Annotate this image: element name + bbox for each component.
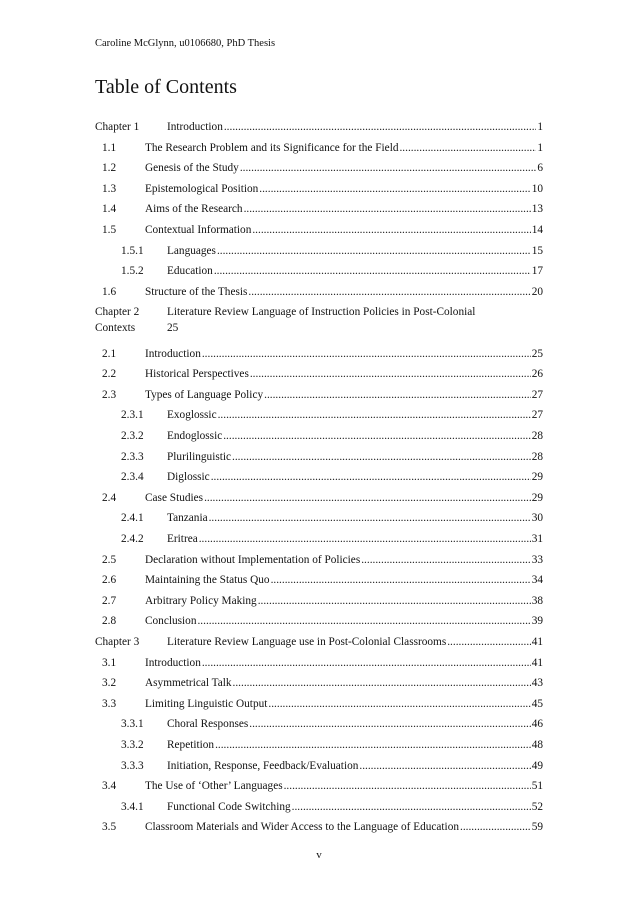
page-number: v bbox=[316, 849, 322, 861]
toc-leader-dots bbox=[214, 261, 531, 281]
toc-entry[interactable] bbox=[95, 611, 543, 631]
toc-leader-dots bbox=[460, 817, 531, 837]
toc-entry[interactable] bbox=[95, 735, 543, 755]
toc-entry-number: 2.3.2 bbox=[121, 430, 144, 442]
toc-entry[interactable] bbox=[95, 508, 543, 528]
toc-leader-dots bbox=[361, 550, 530, 570]
toc-entry[interactable] bbox=[95, 261, 543, 281]
toc-entry[interactable] bbox=[95, 632, 543, 652]
toc-leader-dots bbox=[271, 570, 531, 590]
toc-entry-number-continued: Contexts bbox=[95, 322, 136, 335]
toc-entry-title: Maintaining the Status Quo bbox=[145, 574, 270, 587]
toc-entry-title: Endoglossic bbox=[167, 430, 223, 442]
toc-entry-page: 38 bbox=[531, 594, 543, 607]
toc-entry-page: 13 bbox=[531, 203, 543, 216]
toc-leader-dots bbox=[223, 426, 530, 446]
toc-entry[interactable] bbox=[95, 714, 543, 734]
toc-entry-title: Conclusion bbox=[145, 615, 197, 628]
toc-leader-dots bbox=[292, 797, 531, 817]
toc-entry-title: Case Studies bbox=[145, 491, 204, 504]
toc-entry-page: 20 bbox=[531, 285, 543, 298]
toc-entry-number: 2.3.1 bbox=[121, 409, 144, 422]
toc-entry-page: 52 bbox=[531, 800, 543, 813]
toc-entry-page: 34 bbox=[531, 574, 543, 587]
toc-entry-page: 39 bbox=[531, 615, 543, 628]
toc-entry-number: 2.3.4 bbox=[121, 471, 144, 484]
toc-entry-title: Eritrea bbox=[167, 533, 198, 545]
toc-leader-dots bbox=[204, 488, 531, 508]
toc-entry-page: 27 bbox=[531, 388, 543, 401]
toc-leader-dots bbox=[259, 179, 530, 199]
toc-leader-dots bbox=[197, 611, 530, 631]
toc-entry[interactable] bbox=[95, 776, 543, 796]
toc-entry[interactable] bbox=[95, 817, 543, 837]
toc-entry-title: Education bbox=[167, 265, 213, 278]
toc-entry-number: 3.3.2 bbox=[121, 739, 144, 751]
toc-entry-page: 15 bbox=[531, 244, 543, 257]
toc-entry-page: 43 bbox=[531, 677, 543, 690]
toc-entry-number: 3.4 bbox=[102, 780, 117, 793]
toc-entry-page: 30 bbox=[531, 512, 543, 525]
toc-entry[interactable] bbox=[95, 591, 543, 611]
toc-entry-title: Literature Review Language of Instruction Policies in Post-Colonial bbox=[167, 306, 476, 319]
toc-leader-dots bbox=[199, 529, 531, 549]
toc-entry[interactable] bbox=[95, 694, 543, 714]
toc-entry-page: 27 bbox=[531, 409, 543, 422]
toc-entry-title: Functional Code Switching bbox=[167, 800, 291, 813]
toc-entry-page: 25 bbox=[531, 347, 543, 360]
toc-entry[interactable] bbox=[95, 385, 543, 405]
toc-entry-title: Declaration without Implementation of Policies bbox=[145, 553, 361, 566]
toc-entry-number: 2.1 bbox=[102, 347, 117, 360]
toc-entry-page: 26 bbox=[531, 368, 543, 381]
toc-entry-title: Repetition bbox=[167, 739, 215, 751]
toc-entry-title: Arbitrary Policy Making bbox=[145, 594, 257, 607]
toc-entry-number: 3.3.1 bbox=[121, 718, 144, 731]
toc-entry[interactable] bbox=[95, 158, 543, 178]
toc-entry-number: 2.8 bbox=[102, 615, 117, 628]
toc-entry[interactable] bbox=[95, 138, 543, 158]
toc-entry-page: 14 bbox=[531, 224, 543, 236]
toc-leader-dots bbox=[233, 673, 531, 693]
toc-entry-number: 1.5 bbox=[102, 224, 117, 236]
toc-entry-title: Exoglossic bbox=[167, 409, 217, 422]
toc-entry-number: 3.5 bbox=[102, 821, 117, 834]
toc-entry-page: 29 bbox=[531, 471, 543, 484]
toc-entry-number: 3.2 bbox=[102, 677, 117, 690]
toc-entry[interactable] bbox=[95, 426, 543, 446]
toc-leader-dots bbox=[240, 158, 537, 178]
toc-entry-page: 59 bbox=[531, 821, 543, 834]
toc-leader-dots bbox=[211, 467, 531, 487]
toc-entry-page: 48 bbox=[531, 739, 543, 751]
toc-leader-dots bbox=[252, 220, 530, 240]
toc-entry-number: Chapter 3 bbox=[95, 636, 140, 648]
toc-entry-number: 1.4 bbox=[102, 203, 117, 216]
toc-entry[interactable] bbox=[95, 756, 543, 776]
toc-entry-page: 31 bbox=[531, 533, 543, 545]
toc-entry-number: 1.5.2 bbox=[121, 265, 144, 278]
toc-entry-page: 29 bbox=[531, 491, 543, 504]
toc-entry-number: 3.3.3 bbox=[121, 759, 144, 772]
page-title: Table of Contents bbox=[95, 76, 237, 98]
toc-entry-number: 2.3 bbox=[102, 388, 117, 401]
toc-leader-dots bbox=[249, 714, 530, 734]
toc-entry-number: 2.2 bbox=[102, 368, 117, 381]
toc-entry-page: 49 bbox=[531, 759, 543, 772]
toc-entry-number: Chapter 2 bbox=[95, 306, 140, 319]
toc-entry-page: 10 bbox=[531, 182, 543, 195]
toc-leader-dots bbox=[215, 735, 531, 755]
toc-entry[interactable] bbox=[95, 179, 543, 199]
toc-leader-dots bbox=[250, 364, 531, 384]
toc-leader-dots bbox=[232, 447, 531, 467]
toc-entry-title: Types of Language Policy bbox=[145, 388, 264, 401]
toc-entry-number: 2.6 bbox=[102, 574, 117, 587]
toc-entry[interactable] bbox=[95, 364, 543, 384]
toc-entry-chapter-2-continued[interactable] bbox=[95, 318, 178, 338]
toc-entry-title: Tanzania bbox=[167, 512, 208, 525]
toc-entry-title: Literature Review Language use in Post-Colonial Classrooms bbox=[167, 636, 447, 648]
toc-entry[interactable] bbox=[95, 570, 543, 590]
toc-entry[interactable] bbox=[95, 467, 543, 487]
toc-entry-title: The Research Problem and its Significance for the Field bbox=[145, 141, 399, 154]
toc-entry-page: 1 bbox=[537, 141, 543, 154]
toc-leader-dots bbox=[209, 508, 531, 528]
toc-entry-page: 28 bbox=[531, 430, 543, 442]
toc-entry-title: Limiting Linguistic Output bbox=[145, 697, 268, 710]
toc-entry-number: 1.3 bbox=[102, 182, 117, 195]
toc-entry[interactable] bbox=[95, 488, 543, 508]
toc-entry-title: The Use of ‘Other’ Languages bbox=[145, 780, 283, 793]
toc-entry[interactable] bbox=[95, 220, 543, 240]
running-header: Caroline McGlynn, u0106680, PhD Thesis bbox=[95, 38, 276, 49]
toc-entry-page: 46 bbox=[531, 718, 543, 731]
toc-entry-page: 17 bbox=[531, 265, 543, 278]
toc-entry-title: Introduction bbox=[145, 347, 201, 360]
toc-entry-title: Structure of the Thesis bbox=[145, 285, 248, 298]
toc-leader-dots bbox=[359, 756, 530, 776]
toc-entry-title: Initiation, Response, Feedback/Evaluation bbox=[167, 759, 359, 772]
toc-entry-number: 1.6 bbox=[102, 285, 117, 298]
toc-entry[interactable] bbox=[95, 653, 543, 673]
toc-leader-dots bbox=[284, 776, 531, 796]
toc-entry-page: 6 bbox=[537, 162, 543, 175]
toc-entry-page: 1 bbox=[537, 121, 543, 133]
toc-entry-page: 33 bbox=[531, 553, 543, 566]
toc-entry-title: Genesis of the Study bbox=[145, 162, 239, 175]
toc-entry-title: Asymmetrical Talk bbox=[145, 677, 232, 690]
toc-leader-dots bbox=[217, 241, 531, 261]
toc-entry[interactable] bbox=[95, 199, 543, 219]
toc-entry-title: Introduction bbox=[145, 656, 201, 669]
toc-entry-title: Languages bbox=[167, 244, 216, 257]
toc-entry-number: 2.7 bbox=[102, 594, 117, 607]
toc-leader-dots bbox=[268, 694, 530, 714]
toc-entry-title: Classroom Materials and Wider Access to the Language of Education bbox=[145, 821, 459, 834]
toc-leader-dots bbox=[202, 344, 531, 364]
toc-leader-dots bbox=[218, 405, 531, 425]
toc-entry-title: Historical Perspectives bbox=[145, 368, 249, 381]
toc-entry[interactable] bbox=[95, 117, 543, 137]
toc-entry[interactable] bbox=[95, 550, 543, 570]
toc-leader-dots bbox=[447, 632, 530, 652]
toc-entry-number: 3.1 bbox=[102, 656, 117, 669]
toc-entry[interactable] bbox=[95, 282, 543, 302]
toc-entry-number: 3.3 bbox=[102, 697, 117, 710]
toc-leader-dots bbox=[202, 653, 531, 673]
toc-entry-title: Contextual Information bbox=[145, 224, 252, 236]
toc-entry[interactable] bbox=[95, 344, 543, 364]
toc-entry-number: 3.4.1 bbox=[121, 800, 144, 813]
toc-entry-number: 2.4.1 bbox=[121, 512, 144, 525]
toc-entry-number: 2.4 bbox=[102, 491, 117, 504]
toc-entry-title: Diglossic bbox=[167, 471, 210, 484]
toc-entry-number: 2.5 bbox=[102, 553, 117, 566]
toc-entry-page: 28 bbox=[531, 450, 543, 463]
toc-entry-number: 1.2 bbox=[102, 162, 117, 175]
toc-entry-number: 2.4.2 bbox=[121, 533, 144, 545]
toc-entry-number: 1.5.1 bbox=[121, 244, 144, 257]
toc-entry[interactable] bbox=[95, 447, 543, 467]
toc-entry-title: Choral Responses bbox=[167, 718, 249, 731]
toc-entry-page: 51 bbox=[531, 780, 543, 793]
toc-leader-dots bbox=[264, 385, 531, 405]
toc-entry-page: 45 bbox=[531, 697, 543, 710]
toc-leader-dots bbox=[258, 591, 531, 611]
toc-entry[interactable] bbox=[95, 529, 543, 549]
toc-entry[interactable] bbox=[95, 797, 543, 817]
toc-leader-dots bbox=[399, 138, 536, 158]
toc-entry-title: Aims of the Research bbox=[145, 203, 243, 216]
toc-leader-dots bbox=[248, 282, 530, 302]
toc-leader-dots bbox=[224, 117, 536, 137]
toc-leader-dots bbox=[244, 199, 531, 219]
toc-entry-page: 41 bbox=[531, 636, 543, 648]
toc-entry-title: Epistemological Position bbox=[145, 182, 259, 195]
toc-entry-title: Plurilinguistic bbox=[167, 450, 232, 463]
toc-entry[interactable] bbox=[95, 241, 543, 261]
toc-entry-number: 1.1 bbox=[102, 141, 117, 154]
toc-entry[interactable] bbox=[95, 673, 543, 693]
toc-entry-page: 41 bbox=[531, 656, 543, 669]
toc-entry-page: 25 bbox=[167, 322, 179, 335]
toc-entry-number: Chapter 1 bbox=[95, 121, 140, 133]
toc-entry-title: Introduction bbox=[167, 121, 223, 133]
toc-entry[interactable] bbox=[95, 405, 543, 425]
toc-entry-number: 2.3.3 bbox=[121, 450, 144, 463]
